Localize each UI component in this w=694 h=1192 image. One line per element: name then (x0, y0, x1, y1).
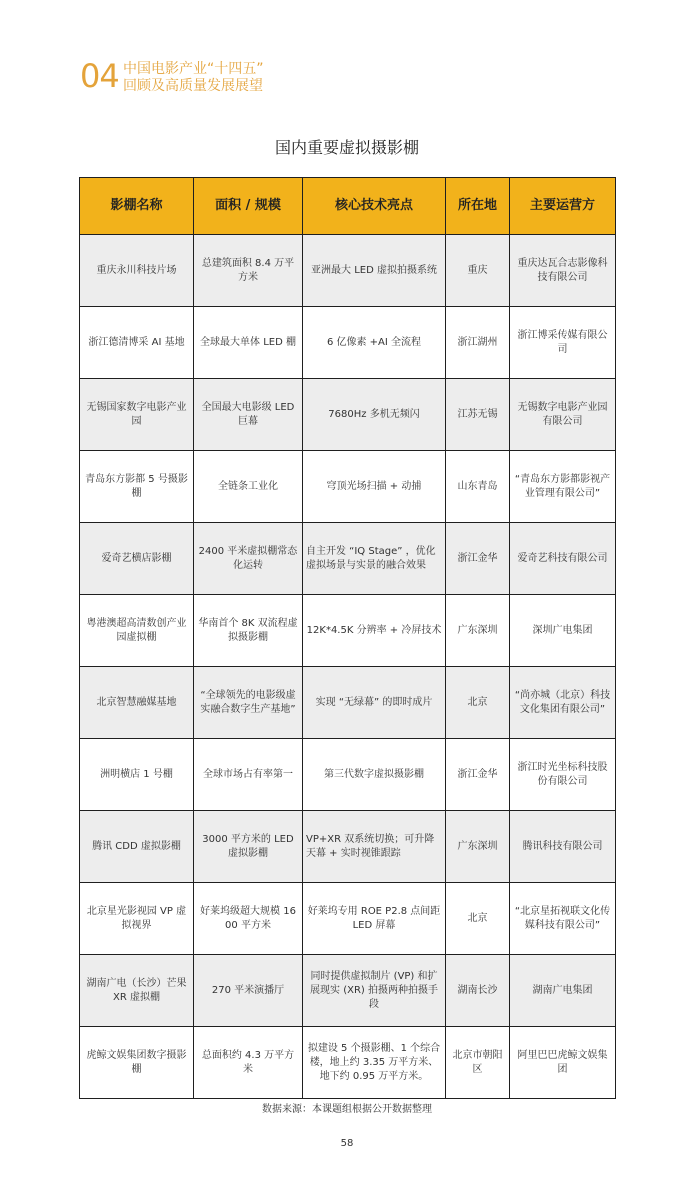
table-cell: 北京 (446, 667, 510, 739)
table-cell: 浙江博采传媒有限公司 (510, 307, 616, 379)
table-cell: 浙江时光坐标科技股份有限公司 (510, 739, 616, 811)
table-row (80, 1027, 616, 1099)
table-cell: 好莱坞级超大规模 1600 平方米 (194, 883, 303, 955)
table-cell: 爱奇艺横店影棚 (80, 523, 194, 595)
table-row (80, 739, 616, 811)
table-cell: 浙江金华 (446, 739, 510, 811)
table-cell: 7680Hz 多机无频闪 (303, 379, 446, 451)
table-cell: 北京 (446, 883, 510, 955)
table-cell: 腾讯 CDD 虚拟影棚 (80, 811, 194, 883)
table-cell: 北京市朝阳区 (446, 1027, 510, 1099)
table-cell: 总建筑面积 8.4 万平方米 (194, 235, 303, 307)
table-cell: 全链条工业化 (194, 451, 303, 523)
table-cell: 湖南广电集团 (510, 955, 616, 1027)
column-header: 主要运营方 (510, 178, 616, 235)
table-cell: “青岛东方影都影视产业管理有限公司” (510, 451, 616, 523)
table-cell: 3000 平方米的 LED 虚拟影棚 (194, 811, 303, 883)
table-cell: 江苏无锡 (446, 379, 510, 451)
table-cell: 深圳广电集团 (510, 595, 616, 667)
table-cell: 穹顶光场扫描 + 动捕 (303, 451, 446, 523)
table-cell: 湖南广电（长沙）芒果 XR 虚拟棚 (80, 955, 194, 1027)
table-cell: 湖南长沙 (446, 955, 510, 1027)
table-title: 国内重要虚拟摄影棚 (274, 138, 419, 157)
chapter-title-line2: 回顾及高质量发展展望 (123, 78, 263, 94)
table-cell: 虎鲸文娱集团数字摄影棚 (80, 1027, 194, 1099)
table-cell: 青岛东方影都 5 号摄影棚 (80, 451, 194, 523)
table-row (80, 955, 616, 1027)
table-cell: 12K*4.5K 分辨率 + 冷屏技术 (303, 595, 446, 667)
table-cell: 无锡国家数字电影产业园 (80, 379, 194, 451)
table-cell: 广东深圳 (446, 811, 510, 883)
table-row (80, 595, 616, 667)
table-cell: 拟建设 5 个摄影棚、1 个综合楼，地上约 3.35 万平方米、地下约 0.95 万平方米。 (303, 1027, 446, 1099)
table-cell: 实现 “无绿幕” 的即时成片 (303, 667, 446, 739)
table-row (80, 235, 616, 307)
table-cell: 山东青岛 (446, 451, 510, 523)
table-cell: 重庆永川科技片场 (80, 235, 194, 307)
table-row (80, 883, 616, 955)
table-cell: 华南首个 8K 双流程虚拟摄影棚 (194, 595, 303, 667)
table-cell: “北京星拓视联文化传媒科技有限公司” (510, 883, 616, 955)
table-cell: 好莱坞专用 ROE P2.8 点间距 LED 屏幕 (303, 883, 446, 955)
table-cell: “尚亦城（北京）科技文化集团有限公司” (510, 667, 616, 739)
table-row (80, 523, 616, 595)
table-row (80, 667, 616, 739)
table-cell: 洲明横店 1 号棚 (80, 739, 194, 811)
table-cell: 浙江湖州 (446, 307, 510, 379)
table-cell: 同时提供虚拟制片 (VP) 和扩展现实 (XR) 拍摄两种拍摄手段 (303, 955, 446, 1027)
table-row (80, 811, 616, 883)
studio-table (79, 177, 616, 1099)
table-cell: VP+XR 双系统切换；可升降天幕 + 实时视锥跟踪 (303, 811, 446, 883)
table-cell: 亚洲最大 LED 虚拟拍摄系统 (303, 235, 446, 307)
table-row (80, 451, 616, 523)
table-cell: 第三代数字虚拟摄影棚 (303, 739, 446, 811)
table-cell: 总面积约 4.3 万平方米 (194, 1027, 303, 1099)
table-cell: 重庆 (446, 235, 510, 307)
column-header: 影棚名称 (80, 178, 194, 235)
table-header-row (80, 178, 616, 235)
table-cell: 阿里巴巴虎鲸文娱集团 (510, 1027, 616, 1099)
table-cell: 全球最大单体 LED 棚 (194, 307, 303, 379)
column-header: 所在地 (446, 178, 510, 235)
data-source-note: 数据来源：本课题组根据公开数据整理 (262, 1104, 432, 1115)
table-cell: 6 亿像素 +AI 全流程 (303, 307, 446, 379)
table-cell: 自主开发 “IQ Stage” ，优化虚拟场景与实景的融合效果 (303, 523, 446, 595)
table-row (80, 379, 616, 451)
table-row (80, 307, 616, 379)
table-cell: 北京智慧融媒基地 (80, 667, 194, 739)
table-cell: “全球领先的电影级虚实融合数字生产基地” (194, 667, 303, 739)
table-cell: 重庆达瓦合志影像科技有限公司 (510, 235, 616, 307)
table-cell: 北京星光影视园 VP 虚拟视界 (80, 883, 194, 955)
column-header: 核心技术亮点 (303, 178, 446, 235)
chapter-title-line1: 中国电影产业“十四五” (123, 61, 264, 77)
table-cell: 270 平米演播厅 (194, 955, 303, 1027)
column-header: 面积 / 规模 (194, 178, 303, 235)
table-cell: 粤港澳超高清数创产业园虚拟棚 (80, 595, 194, 667)
table-cell: 全球市场占有率第一 (194, 739, 303, 811)
page-number: 58 (340, 1138, 354, 1149)
table-cell: 2400 平米虚拟棚常态化运转 (194, 523, 303, 595)
table-cell: 爱奇艺科技有限公司 (510, 523, 616, 595)
table-cell: 浙江金华 (446, 523, 510, 595)
table-cell: 腾讯科技有限公司 (510, 811, 616, 883)
table-cell: 浙江德清博采 AI 基地 (80, 307, 194, 379)
table-cell: 全国最大电影级 LED 巨幕 (194, 379, 303, 451)
chapter-number: 04 (80, 57, 119, 95)
table-cell: 无锡数字电影产业园有限公司 (510, 379, 616, 451)
table-cell: 广东深圳 (446, 595, 510, 667)
